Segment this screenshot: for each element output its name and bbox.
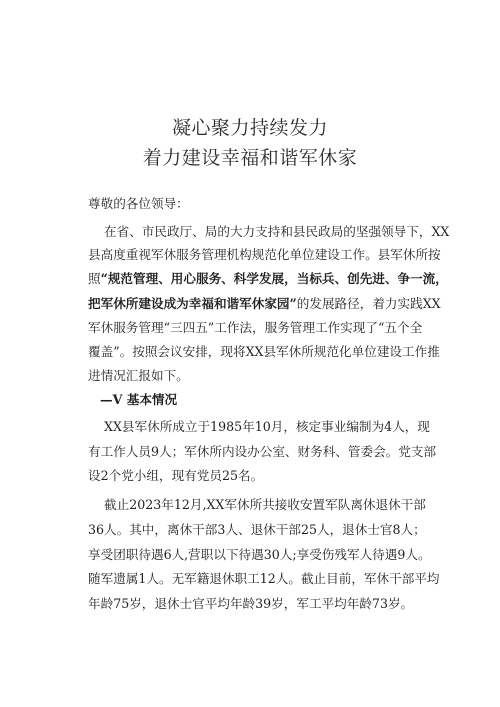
paragraph-1-line-4: [88, 296, 441, 312]
paragraph-1-line-4-suffix: 的发展路径，着力实践XX: [296, 296, 441, 311]
policy-slogan-part-2: 把军休所建设成为幸福和谐军休家园”: [88, 296, 297, 311]
paragraph-1-line-3: [88, 271, 448, 287]
section-heading-basic-info: —V 基本情况: [100, 392, 178, 407]
policy-slogan-part-1: “规范管理、用心服务、科学发展，当标兵、创先进、争一流，: [100, 271, 448, 286]
paragraph-2-line-2: 有工作人员9人；军休所内设办公室、财务科、管委会。党支部: [88, 444, 437, 459]
salutation: 尊敬的各位领导：: [88, 196, 189, 211]
paragraph-1-line-2: 县高度重视军休服务管理机构规范化单位建设工作。县军休所按: [88, 247, 441, 262]
paragraph-3-line-1: 截止2023年12月,XX军休所共接收安置军队离休退休干部: [104, 497, 426, 512]
paragraph-3-line-2: 36人。其中，离休干部3人、退休干部25人，退休士官8人；: [88, 522, 426, 537]
paragraph-1-line-7: 进情况汇报如下。: [88, 368, 189, 383]
paragraph-1-line-1: 在省、市民政厅、局的大力支持和县民政局的坚强领导下，XX: [104, 224, 450, 239]
paragraph-3-line-4: 随军遗属1人。无军籍退休职工12人。截止目前，军休干部平均: [88, 571, 440, 586]
paragraph-2-line-1: XX县军休所成立于1985年10月，核定事业编制为4人，现: [104, 419, 430, 434]
paragraph-1-line-6: 覆盖”。按照会议安排，现将XX县军休所规范化单位建设工作推: [88, 344, 440, 359]
paragraph-3-line-3: 享受团职待遇6人,营职以下待遇30人;享受伤残军人待遇9人。: [88, 547, 431, 562]
paragraph-1-line-3-prefix: 照: [88, 271, 101, 286]
document-title-line-2: 着力建设幸福和谐军休家: [142, 147, 358, 169]
paragraph-3-line-5: 年龄75岁，退休士官平均年龄39岁，军工平均年龄73岁。: [88, 596, 414, 611]
document-title-line-1: 凝心聚力持续发力: [171, 117, 328, 139]
paragraph-2-line-3: 设2个党小组，现有党员25名。: [88, 468, 264, 483]
paragraph-1-line-5: 军休服务管理“三四五”工作法，服务管理工作实现了“五个全: [88, 320, 423, 335]
